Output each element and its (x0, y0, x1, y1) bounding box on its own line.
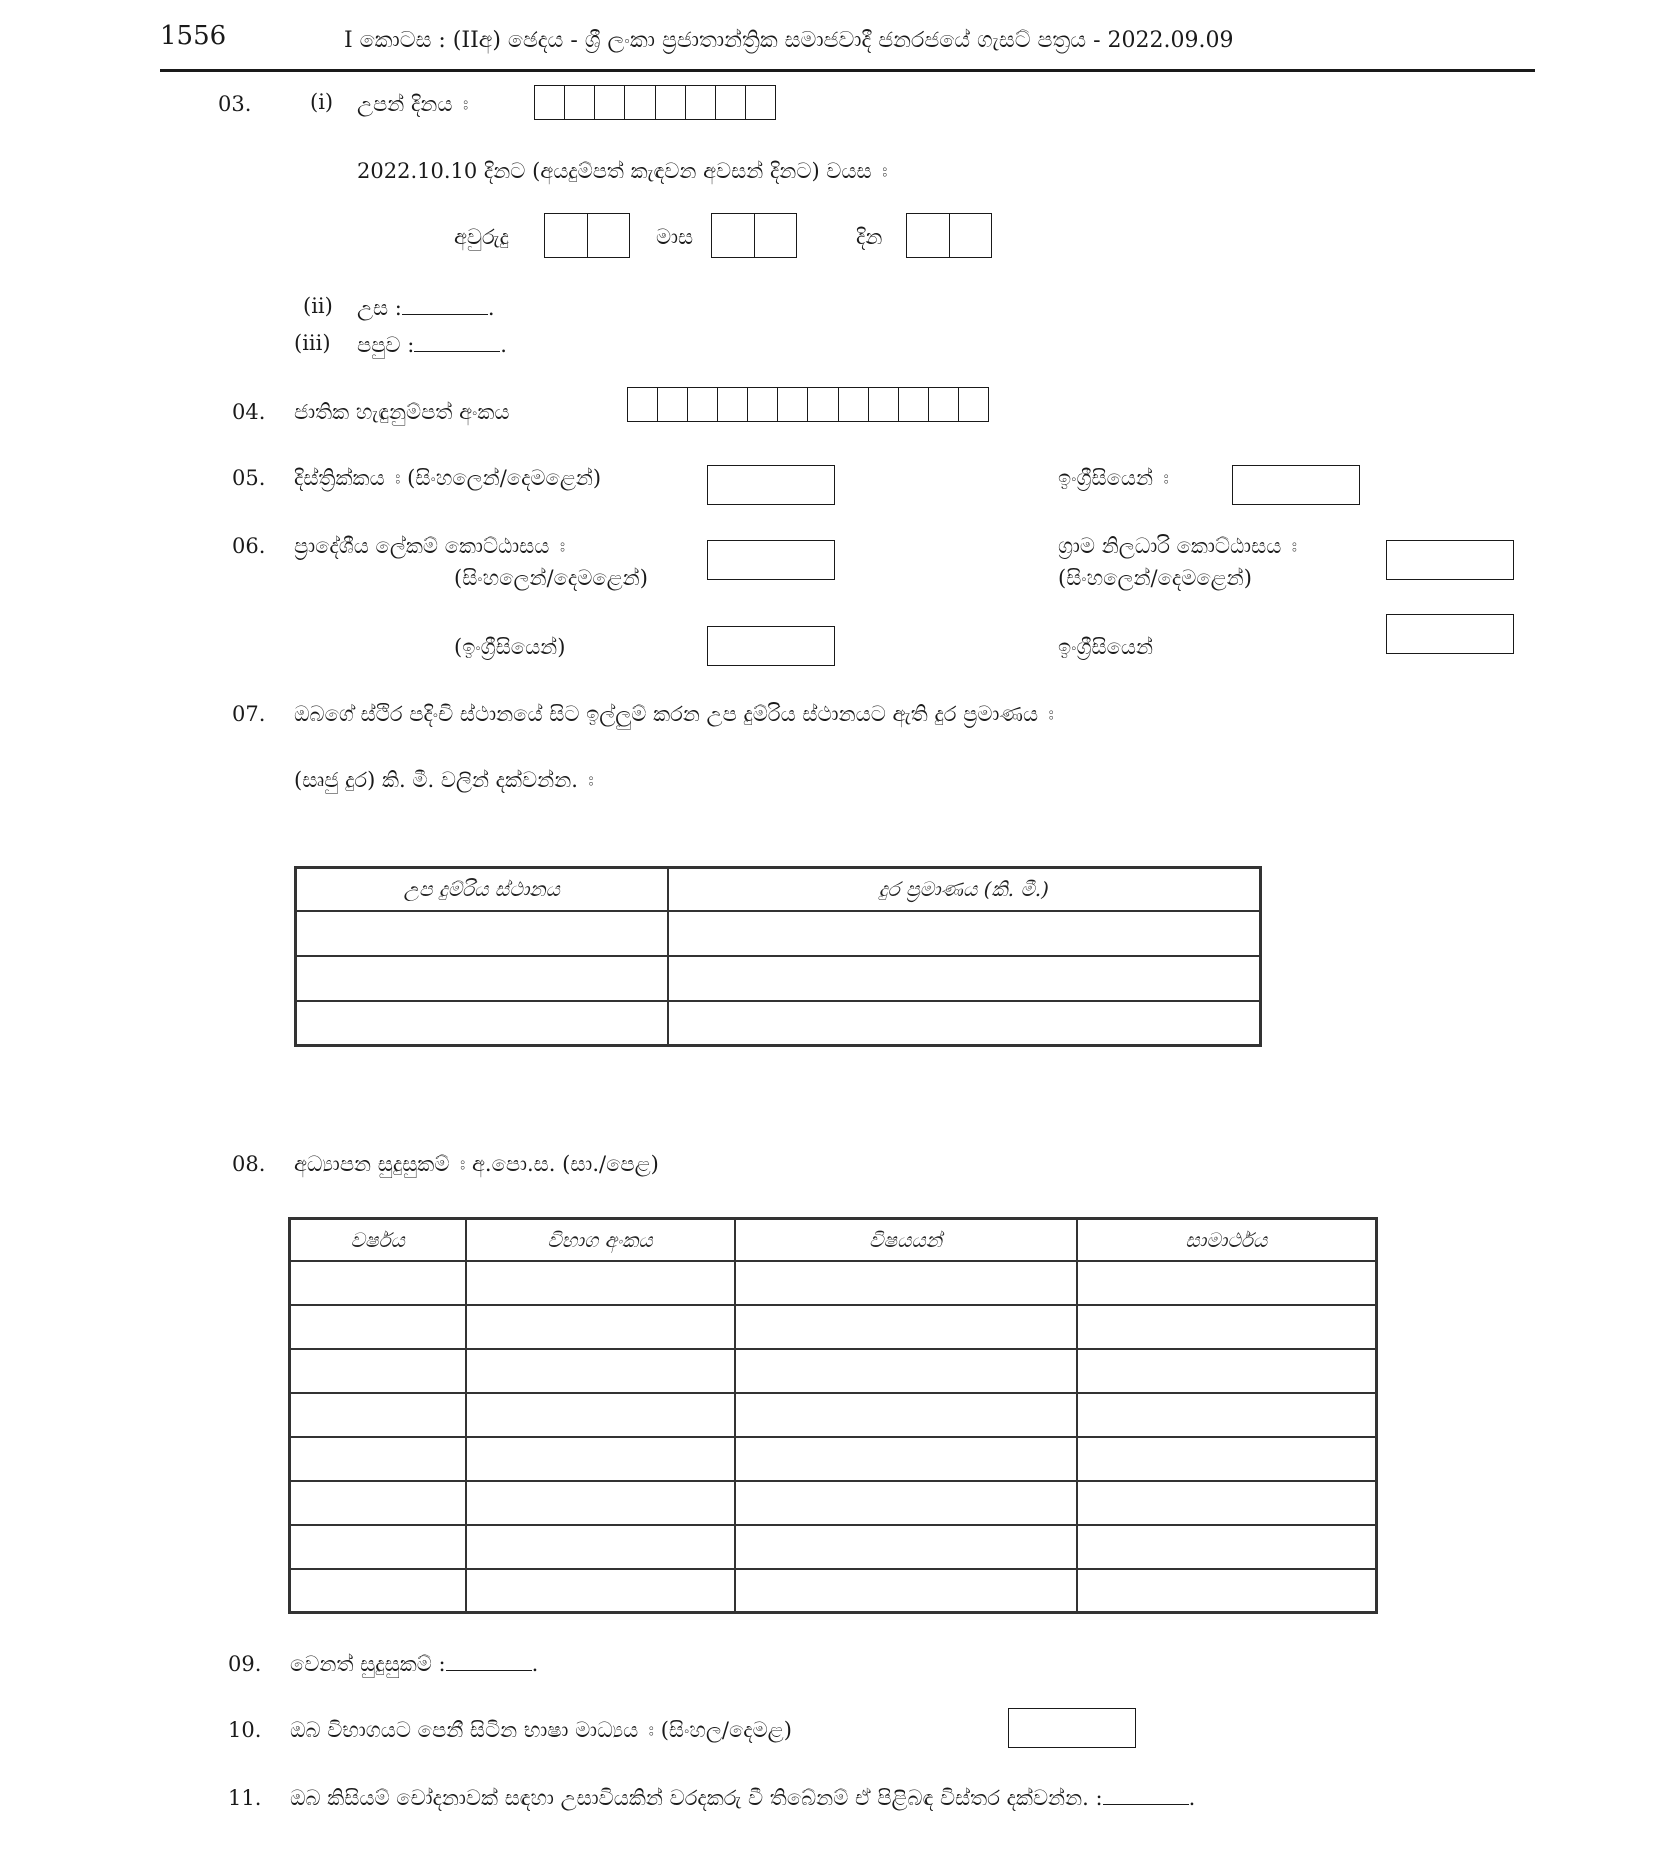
ol-results-table (288, 1217, 1378, 1614)
col-header-distance: දුර ප්‍රමාණය (කි. මී.) (668, 868, 1261, 911)
table-cell[interactable] (466, 1393, 735, 1437)
table-cell[interactable] (466, 1261, 735, 1305)
language-medium-box[interactable] (1008, 1708, 1136, 1748)
table-cell[interactable] (466, 1569, 735, 1613)
gazette-header-title: I කොටස : (IIඅ) ඡෙදය - ශ්‍රී ලංකා ප්‍රජාතාන්ත්‍රික සමාජවාදී ජනරජයේ ගැසට් පත්‍රය - 2022.09.09 (344, 28, 1234, 53)
table-row (290, 1261, 1377, 1305)
q03-iii-label: (iii) (294, 331, 331, 355)
table-cell[interactable] (296, 911, 668, 956)
table-row (296, 956, 1261, 1001)
dob-input-boxes[interactable] (534, 85, 776, 120)
q08-number: 08. (232, 1152, 266, 1176)
table-row (296, 911, 1261, 956)
q10-number: 10. (228, 1718, 262, 1742)
table-cell[interactable] (735, 1525, 1077, 1569)
table-cell[interactable] (1077, 1481, 1377, 1525)
table-cell[interactable] (290, 1481, 466, 1525)
table-row (290, 1481, 1377, 1525)
table-row (290, 1349, 1377, 1393)
height-blank[interactable] (402, 300, 488, 315)
table-cell[interactable] (290, 1525, 466, 1569)
col-header-index-number: විභාග අංකය (466, 1219, 735, 1261)
education-qualifications-label: අධ්‍යාපන සුදුසුකම් ඃ අ.පො.ස. (සා./පෙළ) (294, 1152, 659, 1176)
q06-number: 06. (232, 534, 266, 558)
q03-ii-label: (ii) (303, 294, 333, 318)
age-days-label: දින (856, 225, 883, 249)
age-days-boxes[interactable] (906, 213, 992, 258)
table-cell[interactable] (290, 1305, 466, 1349)
age-months-boxes[interactable] (711, 213, 797, 258)
table-cell[interactable] (735, 1261, 1077, 1305)
table-cell[interactable] (466, 1481, 735, 1525)
col-header-year: වර්ෂය (290, 1219, 466, 1261)
ds-division-sinhala-tamil-box[interactable] (707, 540, 835, 580)
chest-field[interactable]: පපුව : . (357, 333, 507, 357)
table-cell[interactable] (290, 1393, 466, 1437)
table-row (290, 1305, 1377, 1349)
ds-division-english-label: (ඉංග්‍රීසියෙන්) (454, 635, 566, 659)
col-header-sub-station: උප දුම්රිය ස්ථානය (296, 868, 668, 911)
district-english-box[interactable] (1232, 465, 1360, 505)
court-convictions-blank[interactable] (1103, 1790, 1189, 1805)
table-cell[interactable] (735, 1481, 1077, 1525)
table-cell[interactable] (466, 1525, 735, 1569)
table-cell[interactable] (296, 956, 668, 1001)
table-cell[interactable] (1077, 1525, 1377, 1569)
table-row (290, 1437, 1377, 1481)
table-cell[interactable] (1077, 1437, 1377, 1481)
ds-division-lang-label: (සිංහලෙන්/දෙමළෙන්) (454, 566, 648, 590)
q07-distance-question: ඔබගේ ස්ථිර පදිංචි ස්ථානයේ සිට ඉල්ලුම් කරන උප දුම්රිය ස්ථානයට ඇති දුර ප්‍රමාණය ඃ (294, 702, 1054, 726)
district-sinhala-tamil-box[interactable] (707, 465, 835, 505)
table-row (290, 1525, 1377, 1569)
table-cell[interactable] (1077, 1305, 1377, 1349)
other-qualifications-blank[interactable] (446, 1656, 532, 1671)
table-cell[interactable] (1077, 1261, 1377, 1305)
table-cell[interactable] (668, 956, 1261, 1001)
table-cell[interactable] (290, 1349, 466, 1393)
col-header-subjects: විෂයයන් (735, 1219, 1077, 1261)
table-row (290, 1569, 1377, 1613)
age-months-label: මාස (656, 225, 694, 249)
age-as-at-label: 2022.10.10 දිනට (අයදුම්පත් කැඳවන අවසන් දිනට) වයස ඃ (357, 159, 888, 183)
gn-division-label: ග්‍රාම නිලධාරි කොට්ඨාසය ඃ (1058, 534, 1298, 558)
q03-number: 03. (218, 92, 252, 116)
chest-label: පපුව : (357, 333, 415, 357)
q04-number: 04. (232, 400, 266, 424)
language-medium-label: ඔබ විභාගයට පෙනී සිටින භාෂා මාධ්‍යය ඃ (සිංහල/දෙමළ) (290, 1718, 792, 1742)
ds-division-english-box[interactable] (707, 626, 835, 666)
table-cell[interactable] (1077, 1393, 1377, 1437)
col-header-grade: සාමාර්ථය (1077, 1219, 1377, 1261)
table-cell[interactable] (735, 1569, 1077, 1613)
table-cell[interactable] (735, 1437, 1077, 1481)
table-header-row (296, 868, 1261, 911)
station-distance-table (294, 866, 1262, 1047)
table-cell[interactable] (290, 1437, 466, 1481)
table-cell[interactable] (1077, 1349, 1377, 1393)
chest-blank[interactable] (414, 337, 500, 352)
table-cell[interactable] (466, 1305, 735, 1349)
table-cell[interactable] (296, 1001, 668, 1046)
dob-label: උපන් දිනය ඃ (357, 92, 469, 116)
table-cell[interactable] (1077, 1569, 1377, 1613)
nic-label: ජාතික හැඳුනුම්පත් අංකය (294, 400, 510, 424)
q05-number: 05. (232, 466, 266, 490)
table-row (290, 1393, 1377, 1437)
table-cell[interactable] (668, 911, 1261, 956)
gn-division-english-box[interactable] (1386, 614, 1514, 654)
age-years-boxes[interactable] (544, 213, 630, 258)
age-years-label: අවුරුදු (454, 225, 509, 249)
table-cell[interactable] (466, 1349, 735, 1393)
q11-number: 11. (228, 1786, 262, 1810)
table-header-row (290, 1219, 1377, 1261)
q07-distance-unit-note: (සෘජු දුර) කි. මී. වලින් දක්වන්න. ඃ (294, 768, 594, 792)
table-cell[interactable] (735, 1305, 1077, 1349)
other-qualifications-label: වෙනත් සුදුසුකම් : (290, 1652, 446, 1676)
gn-division-sinhala-tamil-box[interactable] (1386, 540, 1514, 580)
gn-division-lang-label: (සිංහලෙන්/දෙමළෙන්) (1058, 566, 1252, 590)
table-cell[interactable] (290, 1261, 466, 1305)
district-label: දිස්ත්‍රික්කය ඃ (සිංහලෙන්/දෙමළෙන්) (294, 466, 602, 490)
other-qualifications-field[interactable]: වෙනත් සුදුසුකම් : . (290, 1652, 539, 1676)
q09-number: 09. (228, 1652, 262, 1676)
table-cell[interactable] (668, 1001, 1261, 1046)
height-field[interactable]: උස : . (357, 296, 495, 320)
header-rule (160, 69, 1535, 72)
q07-number: 07. (232, 702, 266, 726)
table-row (296, 1001, 1261, 1046)
nic-input-boxes[interactable] (627, 387, 989, 422)
ds-division-label: ප්‍රාදේශීය ලේකම් කොට්ඨාසය ඃ (294, 534, 566, 558)
table-cell[interactable] (735, 1393, 1077, 1437)
q03-i-label: (i) (310, 90, 334, 114)
court-convictions-label: ඔබ කිසියම් චෝදනාවක් සඳහා උසාවියකින් වරදකරු වී තිබේනම් ඒ පිළිබඳ විස්තර දක්වන්න. : (290, 1786, 1103, 1810)
table-cell[interactable] (290, 1569, 466, 1613)
table-cell[interactable] (466, 1437, 735, 1481)
table-cell[interactable] (735, 1349, 1077, 1393)
page-number: 1556 (160, 21, 227, 51)
height-label: උස : (357, 296, 402, 320)
court-convictions-field[interactable]: ඔබ කිසියම් චෝදනාවක් සඳහා උසාවියකින් වරදකරු වී තිබේනම් ඒ පිළිබඳ විස්තර දක්වන්න. : . (290, 1786, 1196, 1810)
district-english-label: ඉංග්‍රීසියෙන් ඃ (1058, 466, 1169, 490)
gn-division-english-label: ඉංග්‍රීසියෙන් (1058, 635, 1154, 659)
